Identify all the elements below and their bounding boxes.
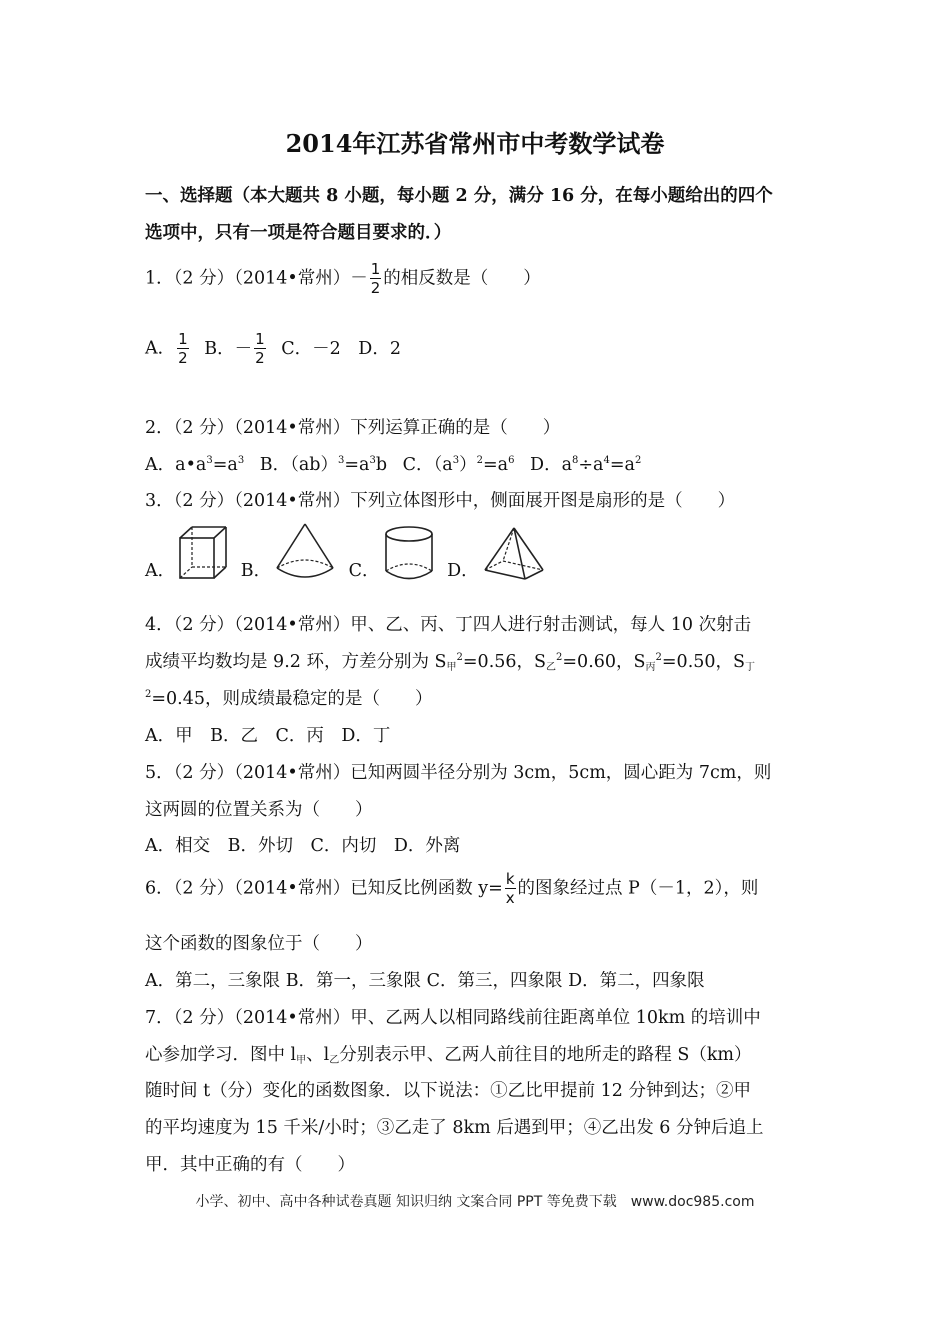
- question-4-line1: 4．（2 分）（2014•常州）甲、乙、丙、丁四人进行射击测试，每人 10 次射击: [145, 615, 752, 635]
- q3-option-d-label: D．: [447, 561, 479, 581]
- q1-option-a-label: A．: [145, 338, 176, 359]
- question-5-line1: 5．（2 分）（2014•常州）已知两圆半径分别为 3cm，5cm，圆心距为 7cm，则: [145, 763, 772, 783]
- q2-option-a: A．$a•a^3=a^3$: [145, 455, 245, 475]
- question-7-line2: 心参加学习．图中 $l_甲$、$l_乙$分别表示甲、乙两人前往目的地所走的路程 S（km）: [145, 1045, 752, 1066]
- q1-fraction: [370, 262, 382, 296]
- question-2-stem: 2．（2 分）（2014•常州）下列运算正确的是（ ）: [145, 418, 561, 438]
- page-title: 2014年江苏省常州市中考数学试卷: [285, 129, 665, 158]
- question-6-line2: 这个函数的图象位于（ ）: [145, 934, 373, 954]
- cube-icon: [177, 524, 229, 582]
- cone-icon: [273, 522, 337, 582]
- q2-option-c: C．$(a^3)^2=a^6$: [402, 455, 515, 475]
- question-4-options: A．甲 B．乙 C．丙 D．丁: [145, 726, 391, 746]
- q1-frac-den: 2: [370, 279, 381, 297]
- q1-option-b-den: 2: [255, 349, 265, 367]
- q1-option-a-fraction: [177, 332, 189, 366]
- question-7-line3: 随时间 t（分）变化的函数图象．以下说法：①乙比甲提前 12 分钟到达；②甲: [145, 1081, 751, 1101]
- question-6-stem: 6．（2 分）（2014•常州）已知反比例函数 y= $\frac{k}{x}$ 的图象经过点 P（－1，2），则: [145, 870, 759, 907]
- cylinder-icon: [382, 524, 436, 582]
- question-3-stem: 3．（2 分）（2014•常州）下列立体图形中，侧面展开图是扇形的是（ ）: [145, 491, 736, 511]
- question-5-line2: 这两圆的位置关系为（ ）: [145, 800, 373, 820]
- q1-option-a-den: 2: [178, 349, 188, 367]
- q3-option-a-label: A．: [145, 561, 176, 581]
- section-header-line1: 一、选择题（本大题共 8 小题，每小题 2 分，满分 16 分，在每小题给出的四个: [145, 186, 773, 206]
- pyramid-icon: [481, 526, 547, 582]
- question-1-options: [145, 332, 401, 366]
- q1-option-a-num: 1: [178, 330, 188, 348]
- question-5-options: A．相交 B．外切 C．内切 D．外离: [145, 836, 461, 856]
- q1-frac-num: 1: [370, 260, 381, 278]
- q1-option-b-num: 1: [255, 330, 265, 348]
- q1-option-b-label: B．－: [204, 338, 253, 359]
- question-2-options: [145, 451, 641, 476]
- q3-option-b-label: B．: [240, 561, 272, 581]
- question-7-line4: 的平均速度为 15 千米/小时；③乙走了 8km 后遇到甲；④乙出发 6 分钟后追上: [145, 1118, 764, 1138]
- q2-option-b: B．$(ab)^3=a^3b$: [259, 455, 388, 475]
- question-7-line5: 甲．其中正确的有（ ）: [145, 1155, 355, 1175]
- question-6-options: A．第二，三象限 B．第一，三象限 C．第三，四象限 D．第二，四象限: [145, 971, 705, 991]
- q1-prefix: 1．（2 分）（2014•常州）－: [145, 268, 368, 289]
- question-1-stem: [145, 262, 541, 296]
- q6-fraction: $\frac{k}{x}$: [505, 870, 515, 907]
- q1-option-cd: C．－2 D．2: [281, 338, 401, 359]
- question-3-options: [145, 522, 553, 582]
- q1-suffix: 的相反数是（ ）: [383, 268, 541, 289]
- question-4-line3: $^2$=0.45，则成绩最稳定的是（ ）: [145, 689, 433, 709]
- q3-option-c-label: C．: [348, 561, 380, 581]
- q2-option-d: D．$a^8\div a^4=a^2$: [530, 455, 642, 475]
- q1-option-b-fraction: [254, 332, 266, 366]
- question-4-line2: 成绩平均数均是 9.2 环，方差分别为 $S_甲^2=0.56$，$S_乙^2=0.60$，$S_丙^2=0.50$，$S_丁$: [145, 652, 756, 673]
- section-header-line2: 选项中，只有一项是符合题目要求的．）: [145, 223, 452, 243]
- page-footer: 小学、初中、高中各种试卷真题 知识归纳 文案合同 PPT 等免费下载 www.doc985.com: [195, 1194, 755, 1210]
- question-7-line1: 7．（2 分）（2014•常州）甲、乙两人以相同路线前往距离单位 10km 的培训中: [145, 1008, 761, 1028]
